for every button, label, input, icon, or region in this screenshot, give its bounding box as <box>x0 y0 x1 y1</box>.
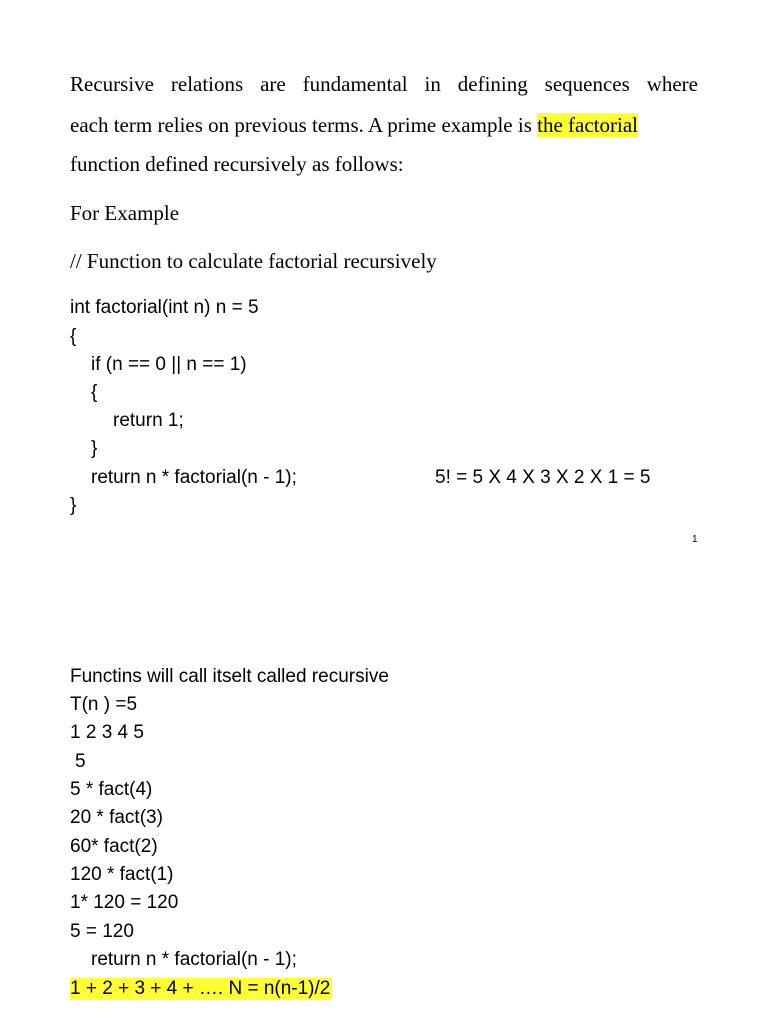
code-line-if: if (n == 0 || n == 1) <box>91 354 247 375</box>
code-line-inner-open-brace: { <box>91 382 98 403</box>
note-line-6: 20 * fact(3) <box>70 807 163 828</box>
highlighted-phrase: the factorial <box>537 113 638 137</box>
code-line-open-brace: { <box>70 326 77 347</box>
note-line-3: 1 2 3 4 5 <box>70 722 144 743</box>
note-line-11: return n * factorial(n - 1); <box>91 949 297 970</box>
code-comment: // Function to calculate factorial recursively <box>70 249 437 273</box>
note-line-5: 5 * fact(4) <box>70 779 153 800</box>
for-example-heading: For Example <box>70 201 180 225</box>
code-line-return-1: return 1; <box>113 410 184 431</box>
paragraph-line-2 <box>70 113 638 138</box>
paragraph-line-1: Recursive relations are fundamental in defining sequences where <box>70 72 698 96</box>
note-line-10: 5 = 120 <box>70 921 134 942</box>
page-number: 1 <box>692 534 698 545</box>
code-line-close-brace: } <box>70 495 77 516</box>
paragraph-line-3: function defined recursively as follows: <box>70 152 404 176</box>
note-line-7: 60* fact(2) <box>70 836 158 857</box>
note-line-1: Functins will call itselt called recursive <box>70 666 389 687</box>
note-line-4: 5 <box>75 751 86 772</box>
paragraph-line-2-text: each term relies on previous terms. A prime example is <box>70 113 538 137</box>
code-line-return-recursive: return n * factorial(n - 1); <box>91 467 297 488</box>
code-line-signature: int factorial(int n) n = 5 <box>70 297 259 318</box>
note-line-2: T(n ) =5 <box>70 694 138 715</box>
highlighted-sum-formula: 1 + 2 + 3 + 4 + …. N = n(n-1)/2 <box>70 978 331 999</box>
note-line-8: 120 * fact(1) <box>70 864 174 885</box>
code-line-inner-close-brace: } <box>91 438 98 459</box>
factorial-expansion-note: 5! = 5 X 4 X 3 X 2 X 1 = 5 <box>435 467 651 488</box>
note-line-9: 1* 120 = 120 <box>70 892 179 913</box>
